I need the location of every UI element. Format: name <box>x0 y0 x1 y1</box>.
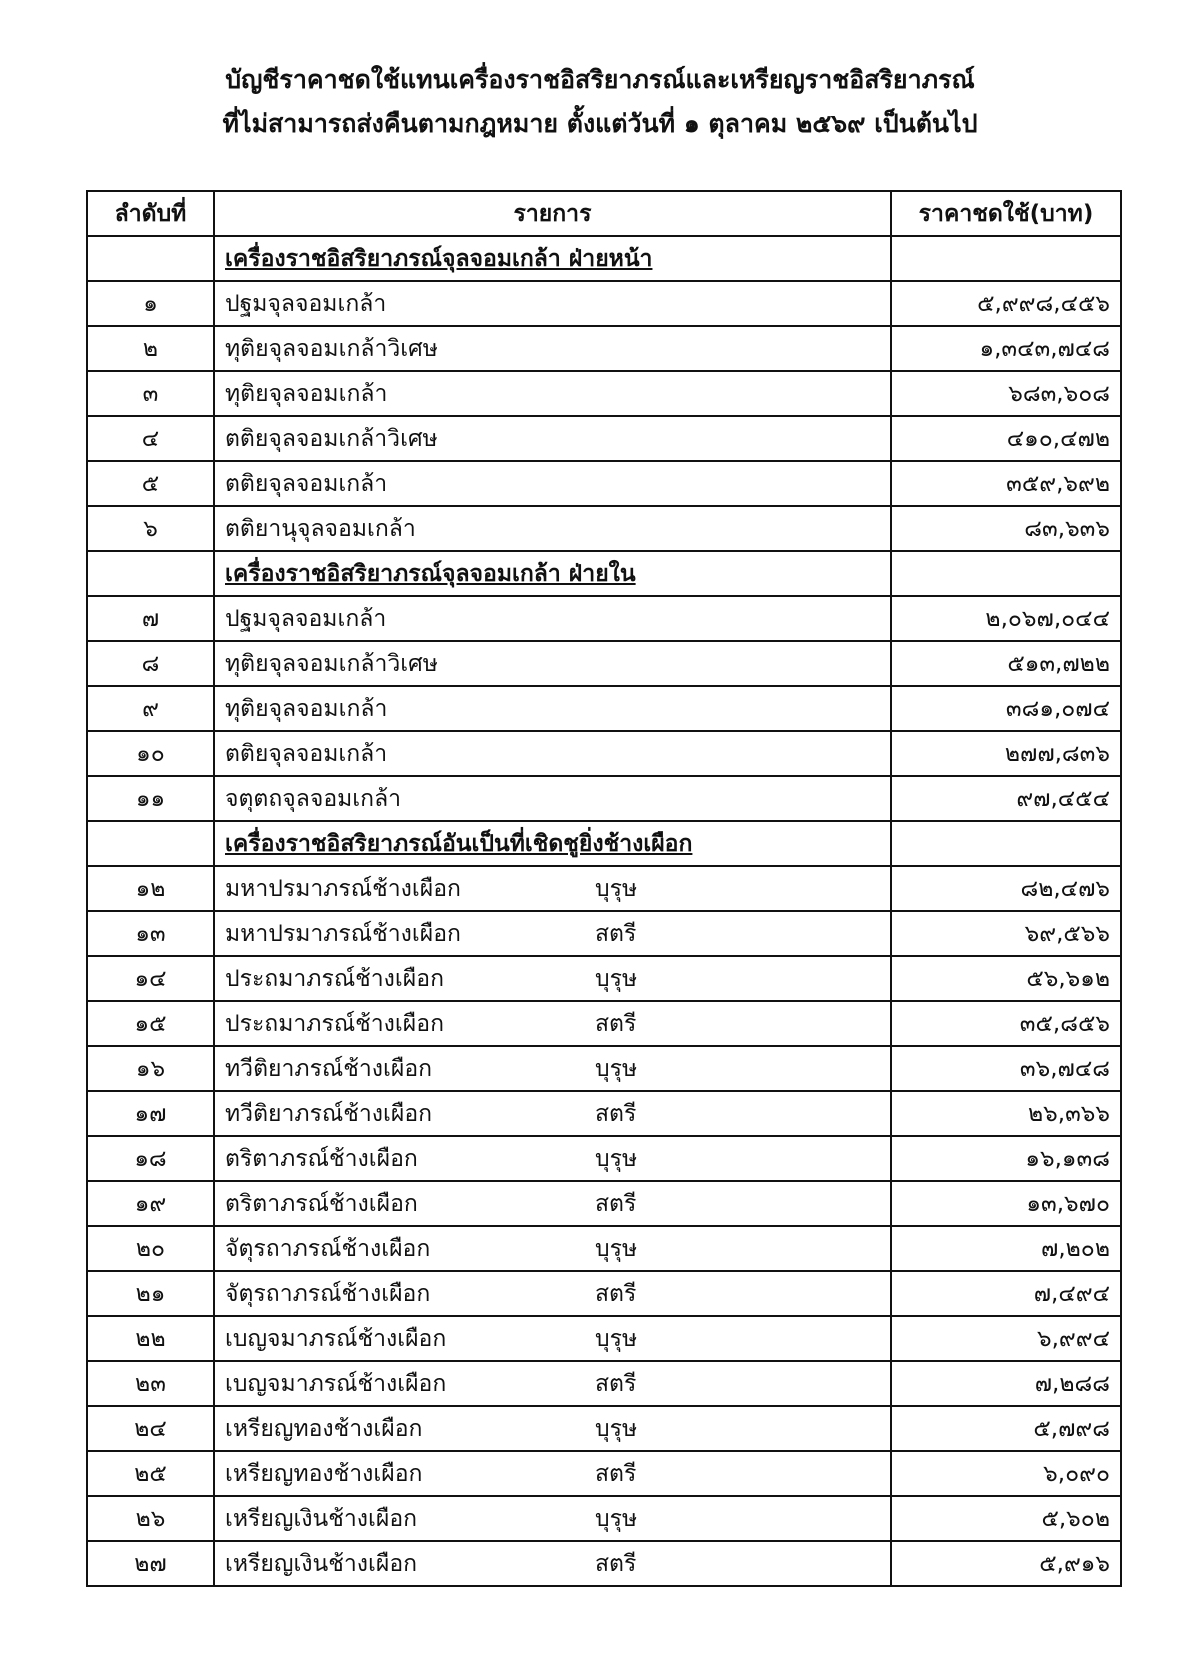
row-item-cell <box>214 686 891 731</box>
row-item-cell <box>214 1271 891 1316</box>
section-price-cell <box>891 821 1121 866</box>
row-price: ๙๗,๔๕๔ <box>891 776 1121 821</box>
row-item-name: ตติยจุลจอมเกล้า <box>225 470 388 497</box>
row-price: ๑๓,๖๗๐ <box>891 1181 1121 1226</box>
row-item-gender: สตรี <box>595 1190 637 1217</box>
table-row <box>87 866 1121 911</box>
price-table <box>86 190 1122 1587</box>
table-header-row <box>87 191 1121 236</box>
row-number: ๑๐ <box>87 731 214 776</box>
section-price-cell <box>891 551 1121 596</box>
row-price: ๕,๖๐๒ <box>891 1496 1121 1541</box>
row-price: ๗,๔๙๔ <box>891 1271 1121 1316</box>
row-item-cell <box>214 1541 891 1586</box>
table-row <box>87 776 1121 821</box>
section-no-cell <box>87 236 214 281</box>
row-price: ๓๕,๘๕๖ <box>891 1001 1121 1046</box>
row-number: ๑๗ <box>87 1091 214 1136</box>
row-item-gender: บุรุษ <box>595 965 638 992</box>
table-row <box>87 416 1121 461</box>
row-item-cell <box>214 731 891 776</box>
section-row <box>87 236 1121 281</box>
row-item-gender: บุรุษ <box>595 1235 638 1262</box>
row-item-name: เหรียญเงินช้างเผือก <box>225 1505 418 1532</box>
row-price: ๗,๒๘๘ <box>891 1361 1121 1406</box>
row-price: ๘๒,๔๗๖ <box>891 866 1121 911</box>
row-price: ๒,๐๖๗,๐๔๔ <box>891 596 1121 641</box>
row-price: ๑,๓๔๓,๗๔๘ <box>891 326 1121 371</box>
row-number: ๑๙ <box>87 1181 214 1226</box>
row-number: ๑๘ <box>87 1136 214 1181</box>
row-item-cell <box>214 776 891 821</box>
table-row <box>87 1001 1121 1046</box>
table-row <box>87 911 1121 956</box>
row-number: ๒๗ <box>87 1541 214 1586</box>
row-number: ๙ <box>87 686 214 731</box>
row-item-cell <box>214 596 891 641</box>
row-price: ๕,๙๙๘,๔๕๖ <box>891 281 1121 326</box>
row-number: ๑๕ <box>87 1001 214 1046</box>
row-item-name: ตติยจุลจอมเกล้าวิเศษ <box>225 425 438 452</box>
row-number: ๒๕ <box>87 1451 214 1496</box>
row-price: ๓๘๑,๐๗๔ <box>891 686 1121 731</box>
row-number: ๑๓ <box>87 911 214 956</box>
row-item-cell <box>214 371 891 416</box>
row-number: ๒๔ <box>87 1406 214 1451</box>
row-item-gender: สตรี <box>595 1100 637 1127</box>
row-price: ๔๑๐,๔๗๒ <box>891 416 1121 461</box>
row-price: ๘๓,๖๓๖ <box>891 506 1121 551</box>
header-no: ลำดับที่ <box>87 191 214 236</box>
row-item-cell <box>214 1001 891 1046</box>
row-item-name: ทวีติยาภรณ์ช้างเผือก <box>225 1100 433 1127</box>
row-item-gender: บุรุษ <box>595 1325 638 1352</box>
row-item-cell <box>214 866 891 911</box>
row-item-name: ประถมาภรณ์ช้างเผือก <box>225 1010 444 1037</box>
row-number: ๑๒ <box>87 866 214 911</box>
row-number: ๒๖ <box>87 1496 214 1541</box>
document-title <box>0 58 1200 146</box>
row-price: ๗,๒๐๒ <box>891 1226 1121 1271</box>
row-number: ๑๔ <box>87 956 214 1001</box>
row-item-gender: สตรี <box>595 1370 637 1397</box>
row-price: ๕๑๓,๗๒๒ <box>891 641 1121 686</box>
row-number: ๕ <box>87 461 214 506</box>
row-item-cell <box>214 326 891 371</box>
table-row <box>87 1406 1121 1451</box>
row-item-name: เหรียญทองช้างเผือก <box>225 1415 423 1442</box>
row-item-gender: บุรุษ <box>595 1145 638 1172</box>
table-row <box>87 731 1121 776</box>
table-row <box>87 1496 1121 1541</box>
row-item-cell <box>214 281 891 326</box>
table-row <box>87 956 1121 1001</box>
section-no-cell <box>87 821 214 866</box>
row-number: ๑ <box>87 281 214 326</box>
row-item-gender: สตรี <box>595 1550 637 1577</box>
row-item-name: ทุติยจุลจอมเกล้า <box>225 695 388 722</box>
header-item: รายการ <box>214 191 891 236</box>
row-price: ๖,๙๙๔ <box>891 1316 1121 1361</box>
row-item-cell <box>214 1406 891 1451</box>
table-row <box>87 1091 1121 1136</box>
row-item-cell <box>214 1361 891 1406</box>
row-number: ๒๐ <box>87 1226 214 1271</box>
row-item-cell <box>214 461 891 506</box>
section-no-cell <box>87 551 214 596</box>
section-row <box>87 821 1121 866</box>
row-number: ๘ <box>87 641 214 686</box>
row-item-cell <box>214 911 891 956</box>
row-number: ๑๖ <box>87 1046 214 1091</box>
table-row <box>87 1181 1121 1226</box>
row-item-cell <box>214 1136 891 1181</box>
table-row <box>87 506 1121 551</box>
row-item-name: ตติยจุลจอมเกล้า <box>225 740 388 767</box>
row-item-name: เบญจมาภรณ์ช้างเผือก <box>225 1325 447 1352</box>
row-number: ๒ <box>87 326 214 371</box>
table-row <box>87 1361 1121 1406</box>
title-line-2: ที่ไม่สามารถส่งคืนตามกฎหมาย ตั้งแต่วันที่ ๑ ตุลาคม ๒๕๖๙ เป็นต้นไป <box>222 109 978 138</box>
row-item-name: ทุติยจุลจอมเกล้าวิเศษ <box>225 335 438 362</box>
row-item-name: ทุติยจุลจอมเกล้าวิเศษ <box>225 650 438 677</box>
row-number: ๒๒ <box>87 1316 214 1361</box>
row-item-name: จตุตถจุลจอมเกล้า <box>225 785 402 812</box>
row-item-name: ปฐมจุลจอมเกล้า <box>225 290 387 317</box>
table-row <box>87 326 1121 371</box>
row-price: ๓๕๙,๖๙๒ <box>891 461 1121 506</box>
row-item-gender: สตรี <box>595 1280 637 1307</box>
row-item-cell <box>214 1091 891 1136</box>
row-item-cell <box>214 1316 891 1361</box>
table-row <box>87 1226 1121 1271</box>
row-number: ๑๑ <box>87 776 214 821</box>
row-item-name: ตริตาภรณ์ช้างเผือก <box>225 1145 418 1172</box>
section-heading: เครื่องราชอิสริยาภรณ์จุลจอมเกล้า ฝ่ายใน <box>214 551 891 596</box>
row-item-name: มหาปรมาภรณ์ช้างเผือก <box>225 920 461 947</box>
row-item-name: มหาปรมาภรณ์ช้างเผือก <box>225 875 461 902</box>
row-item-gender: สตรี <box>595 920 637 947</box>
row-item-name: ประถมาภรณ์ช้างเผือก <box>225 965 444 992</box>
row-price: ๑๖,๑๓๘ <box>891 1136 1121 1181</box>
table-row <box>87 281 1121 326</box>
row-item-name: ทุติยจุลจอมเกล้า <box>225 380 388 407</box>
row-item-cell <box>214 1226 891 1271</box>
row-item-name: ปฐมจุลจอมเกล้า <box>225 605 387 632</box>
row-price: ๒๗๗,๘๓๖ <box>891 731 1121 776</box>
row-item-gender: สตรี <box>595 1460 637 1487</box>
table-row <box>87 1271 1121 1316</box>
row-item-name: เหรียญเงินช้างเผือก <box>225 1550 418 1577</box>
row-item-cell <box>214 416 891 461</box>
section-price-cell <box>891 236 1121 281</box>
table-row <box>87 1451 1121 1496</box>
row-item-name: จัตุรถาภรณ์ช้างเผือก <box>225 1235 431 1262</box>
row-item-name: ตติยานุจุลจอมเกล้า <box>225 515 416 542</box>
row-item-gender: บุรุษ <box>595 1505 638 1532</box>
row-number: ๖ <box>87 506 214 551</box>
row-number: ๒๓ <box>87 1361 214 1406</box>
row-price: ๖๘๓,๖๐๘ <box>891 371 1121 416</box>
row-item-gender: บุรุษ <box>595 875 638 902</box>
row-item-name: เหรียญทองช้างเผือก <box>225 1460 423 1487</box>
table-row <box>87 1046 1121 1091</box>
row-price: ๒๖,๓๖๖ <box>891 1091 1121 1136</box>
table-row <box>87 371 1121 416</box>
table-row <box>87 1136 1121 1181</box>
table-row <box>87 1316 1121 1361</box>
table-row <box>87 1541 1121 1586</box>
table-row <box>87 641 1121 686</box>
row-item-cell <box>214 956 891 1001</box>
row-number: ๓ <box>87 371 214 416</box>
row-price: ๓๖,๗๔๘ <box>891 1046 1121 1091</box>
row-item-cell <box>214 1451 891 1496</box>
table-row <box>87 461 1121 506</box>
row-item-cell <box>214 1496 891 1541</box>
row-price: ๖,๐๙๐ <box>891 1451 1121 1496</box>
section-heading: เครื่องราชอิสริยาภรณ์จุลจอมเกล้า ฝ่ายหน้า <box>214 236 891 281</box>
row-price: ๕,๗๙๘ <box>891 1406 1121 1451</box>
row-item-cell <box>214 641 891 686</box>
table-body <box>87 236 1121 1586</box>
row-number: ๗ <box>87 596 214 641</box>
row-item-name: จัตุรถาภรณ์ช้างเผือก <box>225 1280 431 1307</box>
row-item-cell <box>214 1181 891 1226</box>
row-price: ๖๙,๕๖๖ <box>891 911 1121 956</box>
row-item-gender: บุรุษ <box>595 1055 638 1082</box>
header-price: ราคาชดใช้(บาท) <box>891 191 1121 236</box>
title-line-1: บัญชีราคาชดใช้แทนเครื่องราชอิสริยาภรณ์และเหรียญราชอิสริยาภรณ์ <box>225 65 975 94</box>
row-price: ๕,๙๑๖ <box>891 1541 1121 1586</box>
row-item-name: ตริตาภรณ์ช้างเผือก <box>225 1190 418 1217</box>
section-heading: เครื่องราชอิสริยาภรณ์อันเป็นที่เชิดชูยิ่งช้างเผือก <box>214 821 891 866</box>
row-number: ๔ <box>87 416 214 461</box>
table-row <box>87 596 1121 641</box>
table-row <box>87 686 1121 731</box>
row-item-cell <box>214 1046 891 1091</box>
row-number: ๒๑ <box>87 1271 214 1316</box>
row-item-gender: สตรี <box>595 1010 637 1037</box>
row-item-name: เบญจมาภรณ์ช้างเผือก <box>225 1370 447 1397</box>
row-item-name: ทวีติยาภรณ์ช้างเผือก <box>225 1055 433 1082</box>
row-item-cell <box>214 506 891 551</box>
row-price: ๕๖,๖๑๒ <box>891 956 1121 1001</box>
row-item-gender: บุรุษ <box>595 1415 638 1442</box>
section-row <box>87 551 1121 596</box>
